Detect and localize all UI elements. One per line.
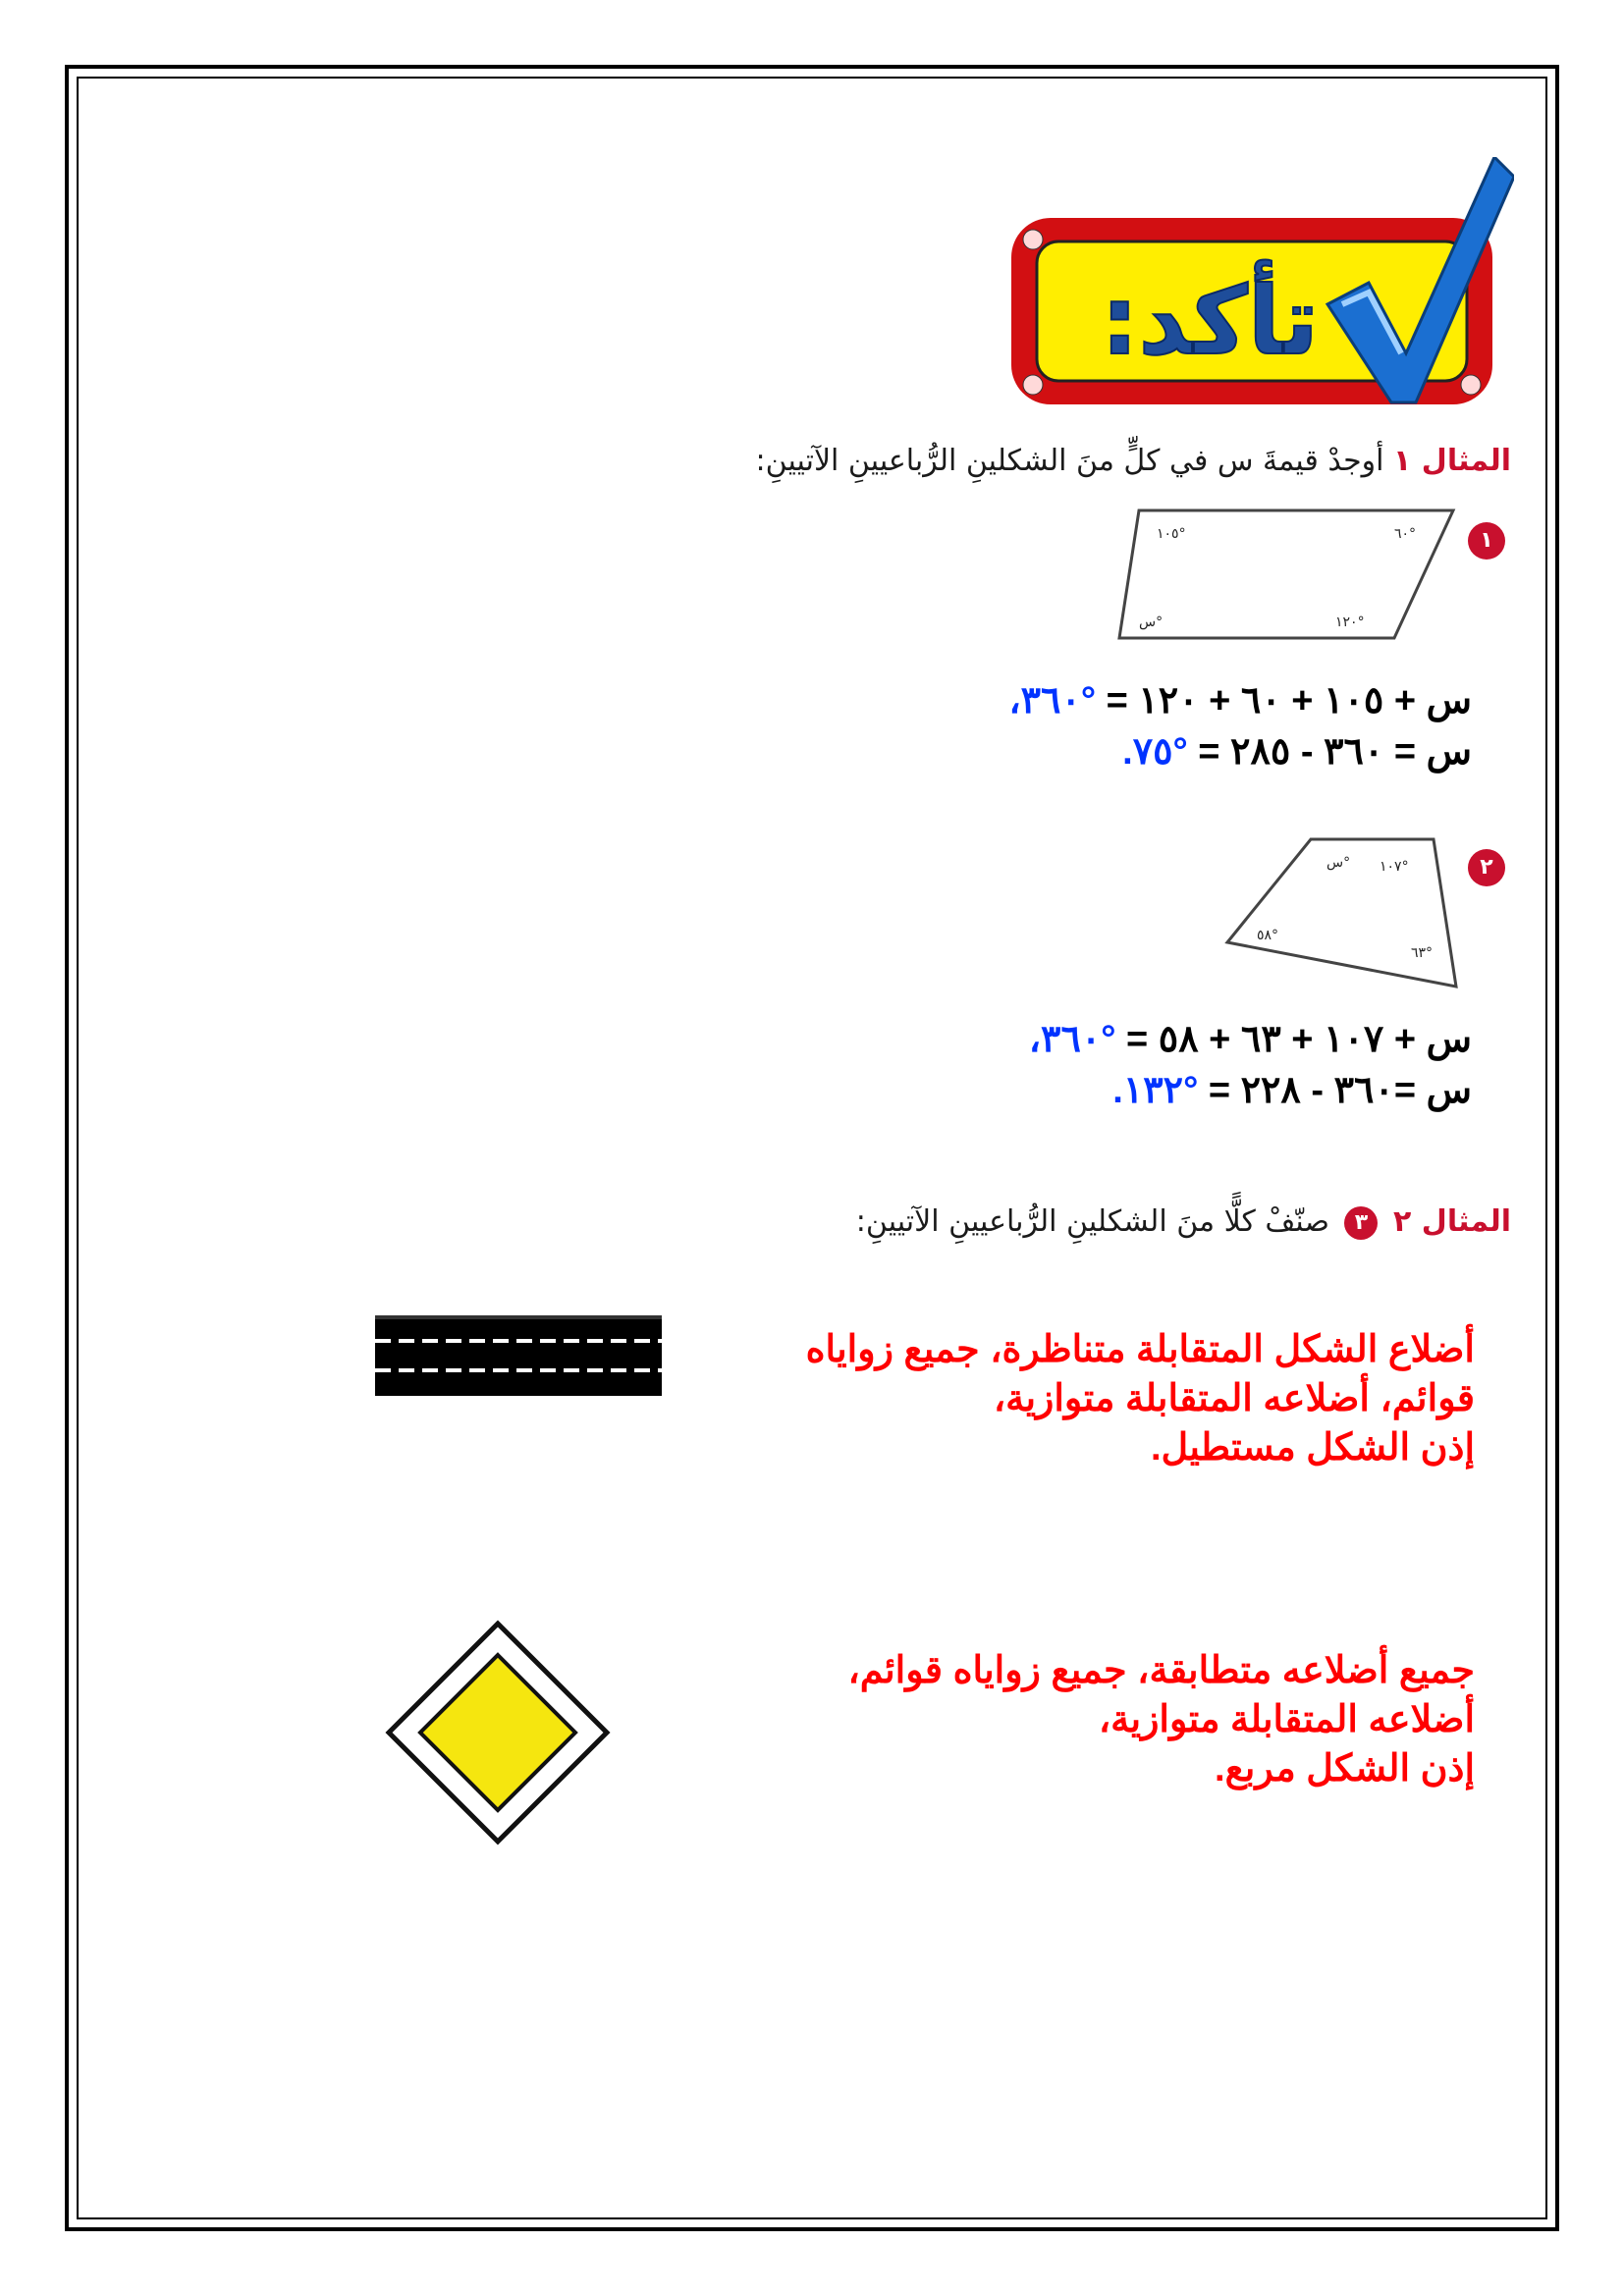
q1-solution-line2 <box>1122 728 1472 775</box>
q1-angle-d: س° <box>1139 614 1164 630</box>
example2-heading <box>856 1204 1511 1240</box>
quadrilateral-1 <box>1100 501 1463 658</box>
question-number-2: ٢ <box>1468 849 1505 886</box>
example2-prompt: صنّفْ كلًّا منَ الشكلينِ الرُّباعيينِ الآتيينِ: <box>855 1204 1329 1239</box>
q1-line1-result: °٣٦٠، <box>1008 680 1097 721</box>
quadrilateral-2 <box>1203 829 1468 1001</box>
q1-solution-line1 <box>1008 677 1472 724</box>
q1-line2-text: س = ٣٦٠ - ٢٨٥ = <box>1187 731 1472 773</box>
q1-angle-c: ١٢٠° <box>1335 614 1365 630</box>
shape2-line1: جميع أضلاعه متطابقة، جميع زواياه قوائم، <box>847 1650 1475 1691</box>
q2-solution-line1 <box>1029 1016 1472 1063</box>
q1-line1-text: س + ١٠٥ + ٦٠ + ١٢٠ = <box>1096 680 1472 721</box>
example2-number: ٣ <box>1344 1206 1378 1240</box>
yellow-diamond-sign-image <box>385 1620 611 1845</box>
shape2-classification <box>729 1646 1475 1793</box>
badge-text: تأكد: <box>1101 266 1319 376</box>
shape2-line2: أضلاعه المتقابلة متوازية، <box>1098 1699 1475 1740</box>
q2-line2-text: س =٣٦٠ - ٢٢٨ = <box>1198 1070 1472 1111</box>
example1-heading <box>756 444 1511 478</box>
question-number-1: ١ <box>1468 522 1505 560</box>
example2-label: المثال ٢ <box>1393 1204 1511 1239</box>
q2-solution-line2 <box>1112 1067 1472 1114</box>
q2-line2-result: °١٣٢. <box>1112 1070 1199 1111</box>
shape2-line3: إذن الشكل مربع. <box>1215 1748 1475 1789</box>
example1-label: المثال ١ <box>1393 444 1511 478</box>
q2-angle-b: س° <box>1326 855 1351 871</box>
q2-line1-text: س + ١٠٧ + ٦٣ + ٥٨ = <box>1115 1019 1472 1060</box>
confirm-badge <box>1003 157 1514 412</box>
shape1-line2: قوائم، أضلاعه المتقابلة متوازية، <box>993 1378 1475 1419</box>
road-rectangle-image <box>375 1315 662 1396</box>
shape1-line3: إذن الشكل مستطيل. <box>1151 1427 1475 1468</box>
q1-line2-result: °٧٥. <box>1122 731 1188 773</box>
q2-angle-d: ٦٣° <box>1411 945 1434 961</box>
q2-angle-c: ٥٨° <box>1257 928 1279 943</box>
shape1-classification <box>729 1325 1475 1472</box>
example1-prompt: أوجدْ قيمةَ س في كلٍّ منَ الشكلينِ الرُّباعيينِ الآتيينِ: <box>755 444 1384 478</box>
q2-angle-a: ١٠٧° <box>1380 859 1409 875</box>
shape1-line1: أضلاع الشكل المتقابلة متناظرة، جميع زواياه <box>805 1329 1475 1370</box>
q1-angle-b: ٦٠° <box>1394 526 1417 542</box>
q2-line1-result: °٣٦٠، <box>1028 1019 1116 1060</box>
q1-angle-a: ١٠٥° <box>1157 526 1186 542</box>
